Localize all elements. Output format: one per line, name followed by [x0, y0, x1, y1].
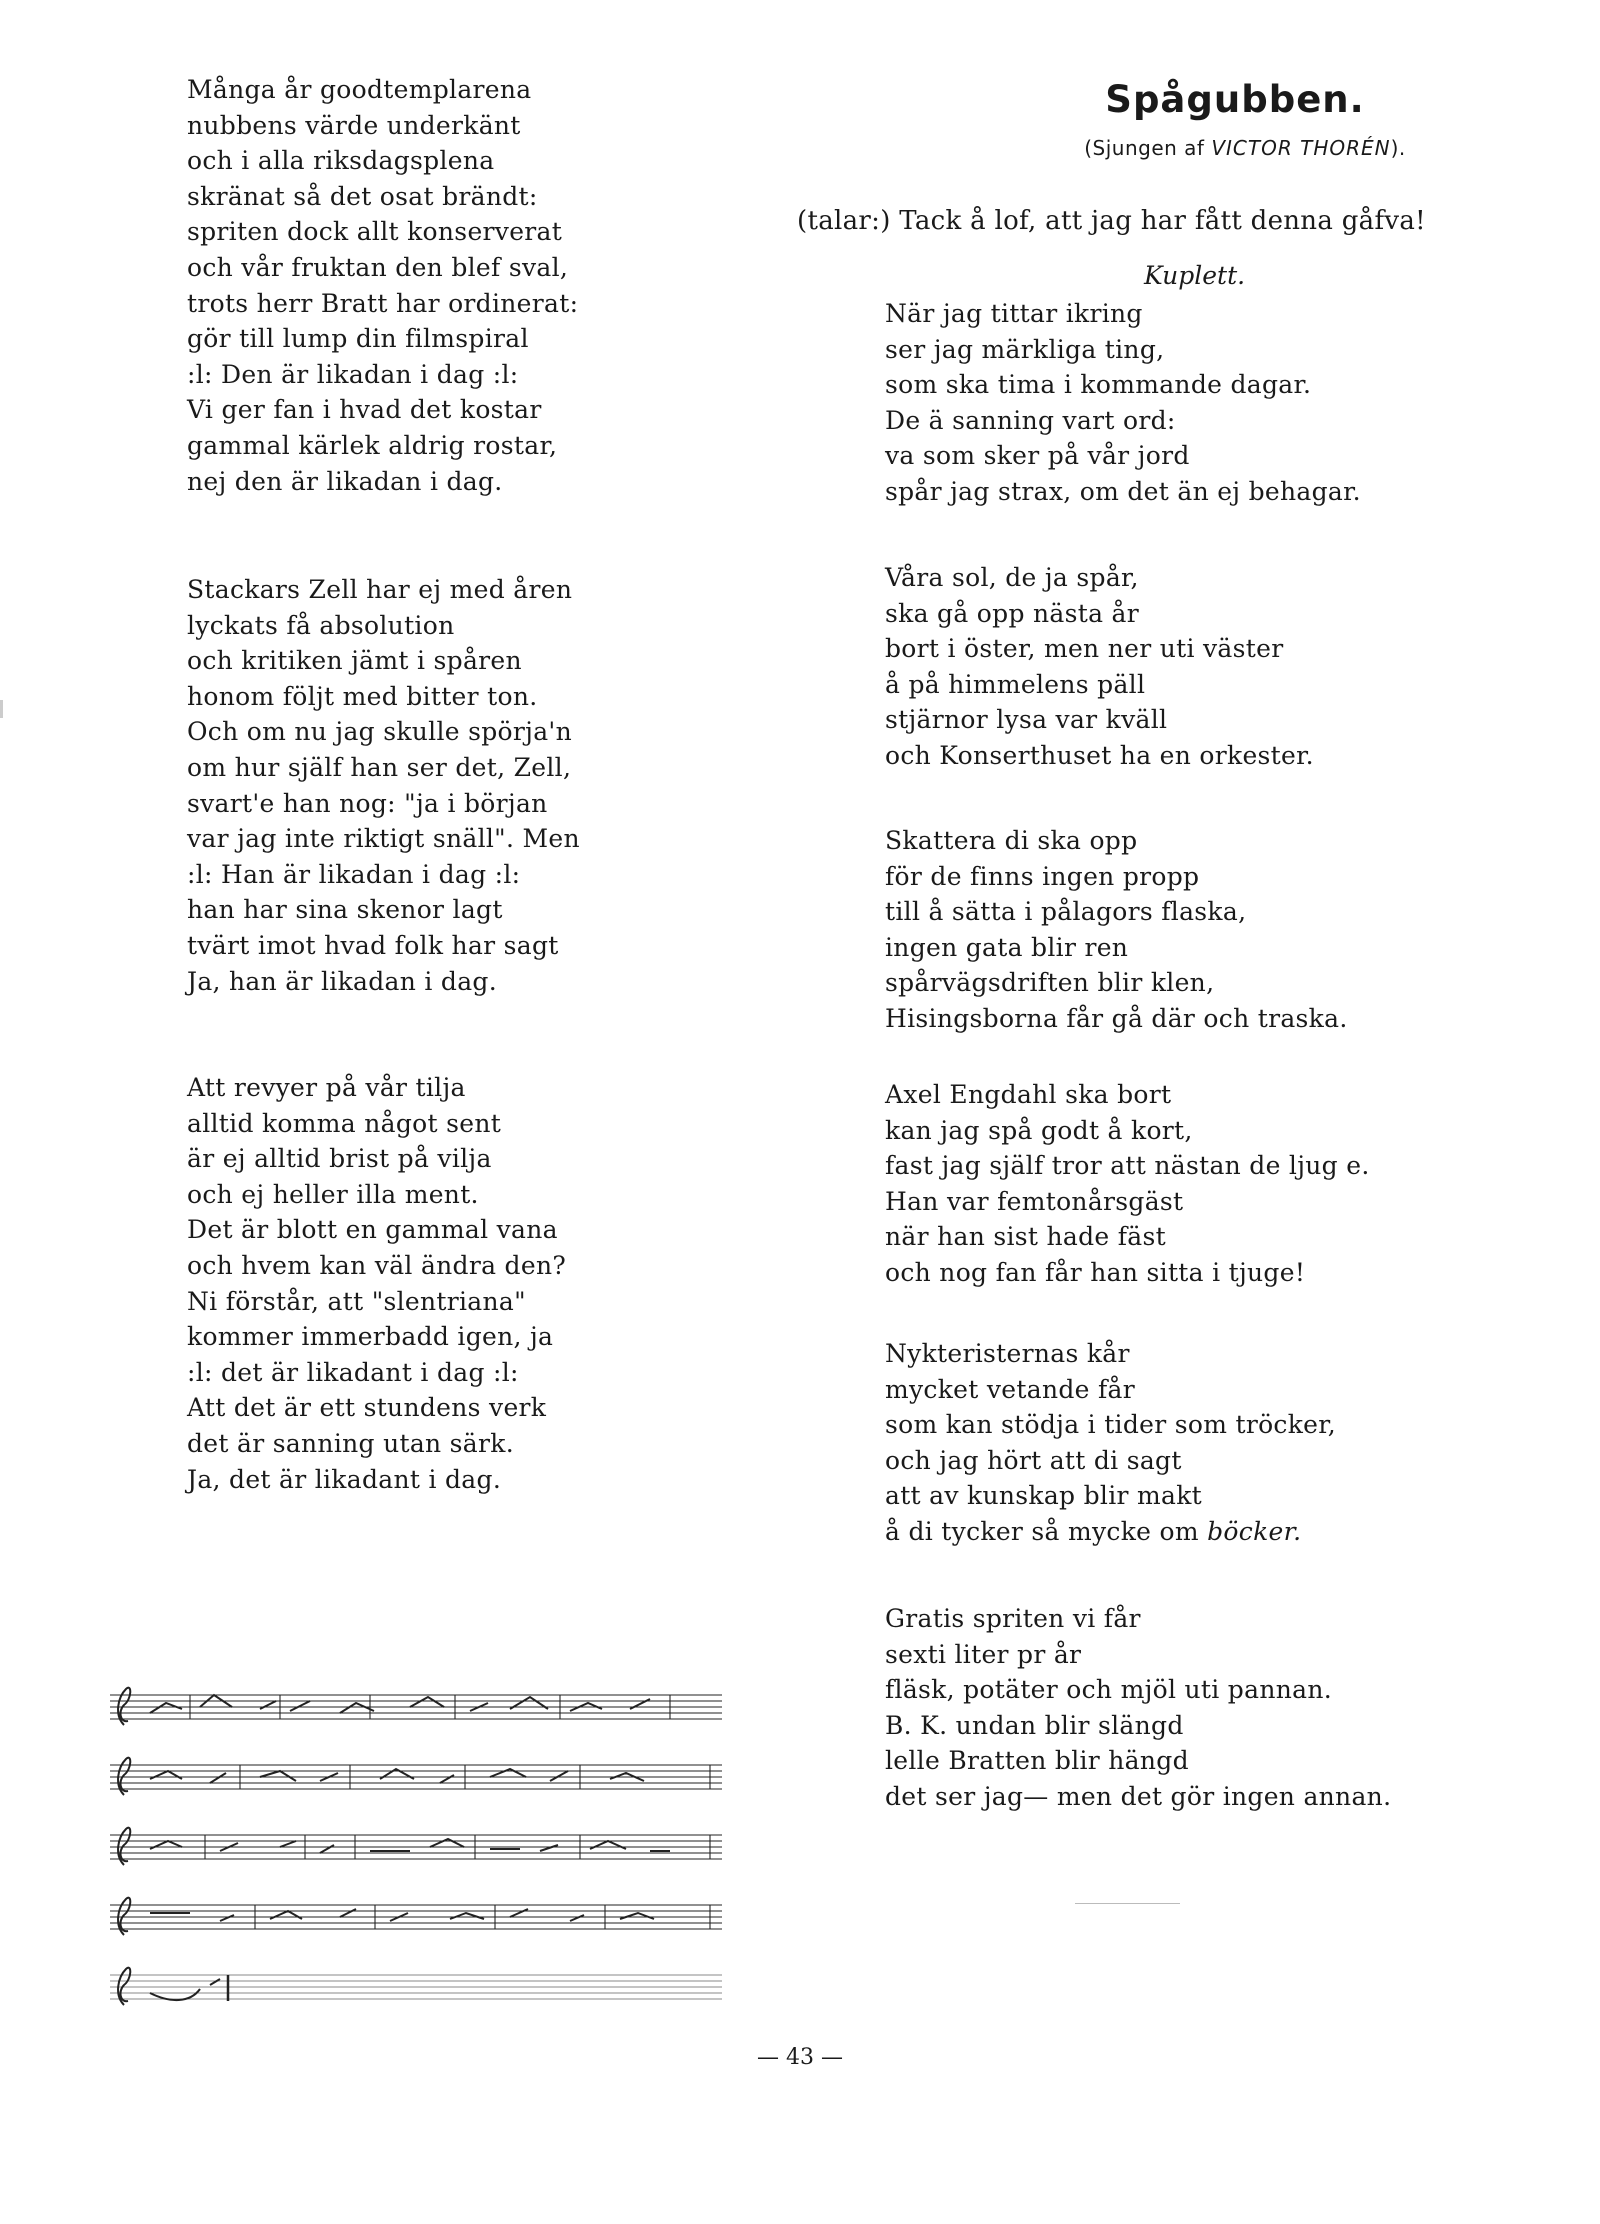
sung-by-suffix: ).	[1390, 136, 1406, 160]
verse-line: ingen gata blir ren	[885, 932, 1129, 962]
verse-line: stjärnor lysa var kväll	[885, 705, 1168, 735]
stanza-r5	[885, 1336, 1336, 1550]
verse-line: det ser jag— men det gör ingen annan.	[885, 1781, 1392, 1811]
verse-line: Att revyer på vår tilja	[187, 1073, 466, 1102]
verse-line: och i alla riksdagsplena	[187, 146, 495, 176]
verse-line: Ja, det är likadant i dag.	[187, 1464, 502, 1494]
verse-line: Vi ger fan i hvad det kostar	[187, 395, 542, 425]
verse-line: om hur själf han ser det, Zell,	[187, 752, 572, 782]
verse-line: för de finns ingen propp	[885, 861, 1200, 891]
stanza-1	[187, 72, 578, 499]
verse-line: och Konserthuset ha en orkester.	[885, 740, 1314, 770]
verse-line: lelle Bratten blir hängd	[885, 1746, 1189, 1776]
stanza-3	[187, 1070, 566, 1497]
spoken-line: (talar:) Tack å lof, att jag har fått denna gåfva!	[797, 206, 1426, 236]
verse-line: Nykteristernas kår	[885, 1339, 1130, 1368]
verse-line: skränat så det osat brändt:	[187, 181, 538, 211]
verse-line: De ä sanning vart ord:	[885, 405, 1176, 435]
verse-line: mycket vetande får	[885, 1374, 1135, 1404]
verse-line: nej den är likadan i dag.	[187, 466, 503, 496]
performer-name: VICTOR THORÉN	[1211, 136, 1391, 160]
verse-line: va som sker på vår jord	[885, 441, 1190, 471]
separator-line	[1075, 1903, 1180, 1904]
stanza-r3	[885, 823, 1348, 1037]
verse-line: är ej alltid brist på vilja	[187, 1144, 492, 1174]
verse-line: gammal kärlek aldrig rostar,	[187, 430, 558, 460]
verse-line: kommer immerbadd igen, ja	[187, 1322, 554, 1352]
verse-line	[885, 1514, 1336, 1550]
verse-line: lyckats få absolution	[187, 610, 455, 640]
staff-3	[110, 1828, 722, 1865]
stanza-2	[187, 572, 580, 999]
verse-line: ser jag märkliga ting,	[885, 334, 1165, 364]
verse-line: Skattera di ska opp	[885, 826, 1138, 855]
sung-by-prefix: (Sjungen af	[1084, 136, 1205, 160]
verse-line: spår jag strax, om det än ej behagar.	[885, 476, 1361, 506]
verse-line: fast jag själf tror att nästan de ljug e.	[885, 1151, 1370, 1181]
kuplett-label: Kuplett.	[1144, 261, 1246, 290]
verse-line: honom följt med bitter ton.	[187, 681, 538, 711]
scan-mark	[0, 700, 3, 718]
staff-2	[110, 1758, 722, 1795]
verse-line: gör till lump din filmspiral	[187, 324, 529, 354]
song-title: Spågubben.	[1105, 78, 1365, 121]
verse-line: Att det är ett stundens verk	[187, 1393, 547, 1423]
verse-line: :l: Han är likadan i dag :l:	[187, 859, 521, 889]
sung-by-credit	[975, 136, 1515, 160]
verse-line: nubbens värde underkänt	[187, 110, 521, 140]
verse-line: ska gå opp nästa år	[885, 598, 1139, 628]
verse-line: Ja, han är likadan i dag.	[187, 966, 497, 996]
verse-line: och jag hört att di sagt	[885, 1445, 1182, 1475]
staff-4	[110, 1898, 722, 1935]
verse-line: trots herr Bratt har ordinerat:	[187, 288, 579, 318]
verse-line: Stackars Zell har ej med åren	[187, 575, 573, 604]
verse-line: när han sist hade fäst	[885, 1222, 1166, 1252]
verse-line: spårvägsdriften blir klen,	[885, 968, 1215, 998]
staff-5	[110, 1968, 722, 2005]
verse-line: Axel Engdahl ska bort	[885, 1080, 1172, 1109]
verse-line: till å sätta i pålagors flaska,	[885, 897, 1247, 927]
verse-line: spriten dock allt konserverat	[187, 217, 563, 247]
page-number: — 43 —	[757, 2045, 843, 2070]
verse-line: När jag tittar ikring	[885, 299, 1143, 328]
verse-line: som ska tima i kommande dagar.	[885, 370, 1312, 400]
verse-line-text: å di tycker så mycke om	[885, 1516, 1208, 1546]
verse-line: Det är blott en gammal vana	[187, 1215, 558, 1245]
verse-line: och vår fruktan den blef sval,	[187, 252, 569, 282]
verse-line: och nog fan får han sitta i tjuge!	[885, 1257, 1306, 1287]
verse-line: Våra sol, de ja spår,	[885, 563, 1139, 592]
verse-line: han har sina skenor lagt	[187, 895, 503, 925]
verse-line: var jag inte riktigt snäll". Men	[187, 824, 580, 854]
verse-line: och kritiken jämt i spåren	[187, 646, 522, 676]
verse-line: Ni förstår, att "slentriana"	[187, 1286, 526, 1316]
verse-line: bort i öster, men ner uti väster	[885, 634, 1284, 664]
verse-line: Gratis spriten vi får	[885, 1604, 1141, 1633]
verse-line: att av kunskap blir makt	[885, 1481, 1203, 1511]
stanza-r6	[885, 1601, 1391, 1815]
verse-line: B. K. undan blir slängd	[885, 1710, 1184, 1740]
stanza-r2	[885, 560, 1314, 774]
verse-line: :l: Den är likadan i dag :l:	[187, 359, 519, 389]
verse-line: å på himmelens päll	[885, 669, 1146, 699]
music-score-icon	[110, 1665, 722, 2025]
staff-1	[110, 1688, 722, 1725]
verse-line: och ej heller illa ment.	[187, 1179, 479, 1209]
stanza-r1	[885, 296, 1361, 510]
verse-line: som kan stödja i tider som tröcker,	[885, 1410, 1337, 1440]
verse-line: Många år goodtemplarena	[187, 75, 532, 104]
verse-line: Och om nu jag skulle spörja'n	[187, 717, 572, 747]
verse-line: tvärt imot hvad folk har sagt	[187, 930, 559, 960]
verse-line: det är sanning utan särk.	[187, 1428, 514, 1458]
verse-line: och hvem kan väl ändra den?	[187, 1250, 567, 1280]
verse-line: Hisingsborna får gå där och traska.	[885, 1003, 1348, 1033]
verse-line: sexti liter pr år	[885, 1639, 1082, 1669]
verse-line: kan jag spå godt å kort,	[885, 1115, 1193, 1145]
verse-line: Han var femtonårsgäst	[885, 1186, 1184, 1216]
italic-word: böcker.	[1207, 1516, 1302, 1546]
stanza-r4	[885, 1077, 1370, 1291]
verse-line: fläsk, potäter och mjöl uti pannan.	[885, 1675, 1332, 1705]
verse-line: alltid komma något sent	[187, 1108, 502, 1138]
verse-line: :l: det är likadant i dag :l:	[187, 1357, 519, 1387]
verse-line: svart'e han nog: "ja i början	[187, 788, 548, 818]
